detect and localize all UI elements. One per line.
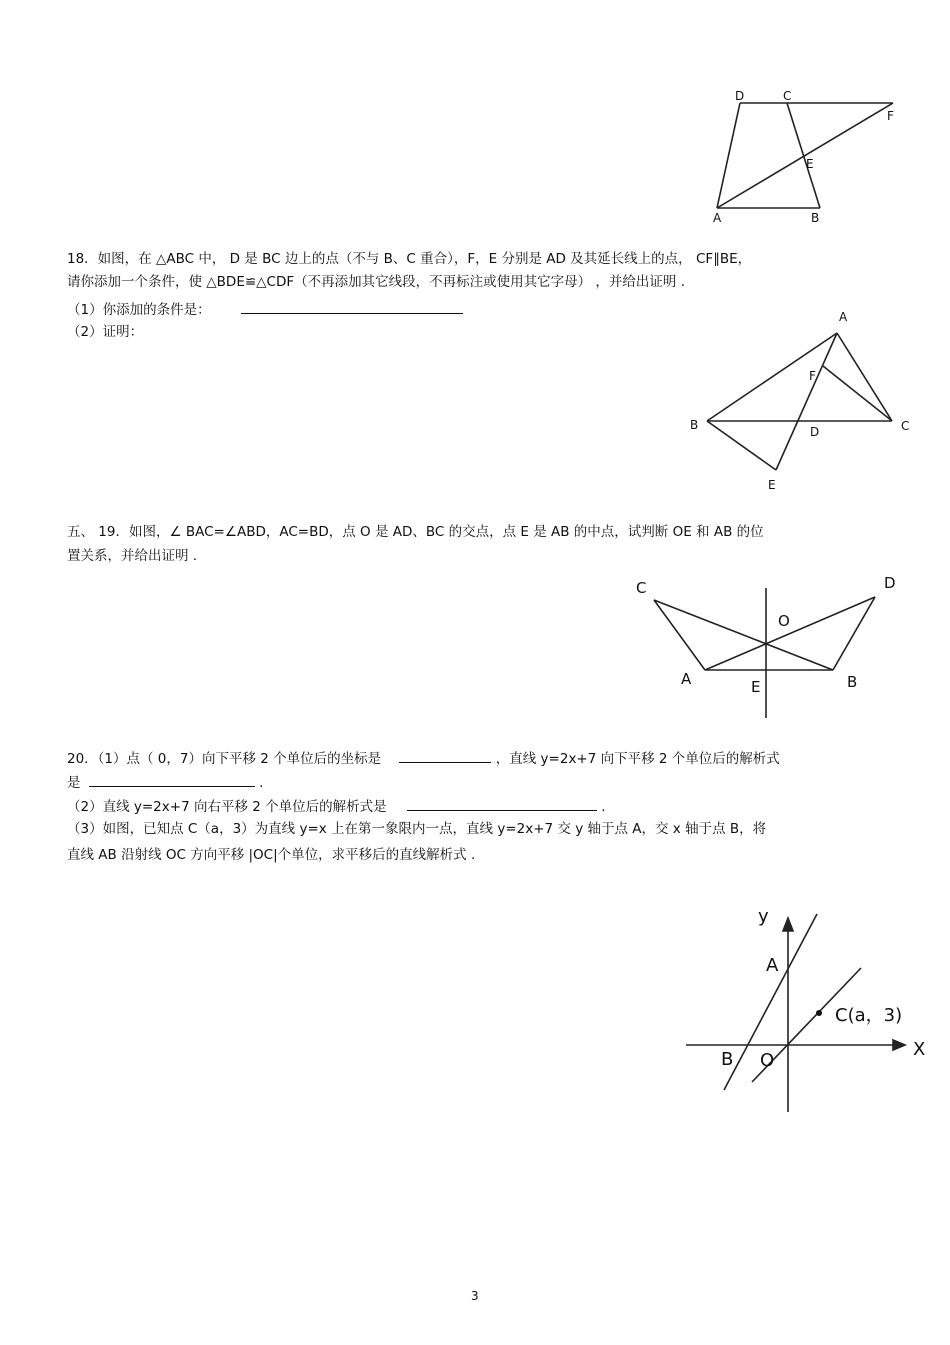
label-A: A: [713, 211, 722, 225]
q20-line2: [67, 772, 263, 792]
q20-line1-part-b: ，直线 y=2x+7 向下平移 2 个单位后的解析式: [495, 751, 780, 767]
q18-answer-blank[interactable]: [241, 299, 463, 314]
segment-DA: [717, 103, 740, 208]
q20-line3-part-a: （2）直线 y=2x+7 向右平移 2 个单位后的解析式是: [67, 799, 387, 815]
q20-blank-3[interactable]: [407, 796, 597, 811]
label-C: C: [901, 419, 910, 433]
segment-AD: [705, 597, 875, 670]
q20-line2-part-a: 是: [67, 775, 81, 791]
q20-blank-1[interactable]: [399, 748, 491, 763]
q20-line1: [67, 748, 780, 768]
label-B: B: [690, 418, 699, 432]
q19-line1: 五、 19．如图，∠ BAC=∠ABD，AC=BD，点 O 是 AD、BC 的交点，点 E 是 AB 的中点，试判断 OE 和 AB 的位: [67, 524, 764, 540]
label-C: C: [783, 89, 792, 103]
segment-BA: [707, 333, 837, 421]
page-number: 3: [471, 1289, 479, 1303]
label-C: C(a，3): [835, 1005, 903, 1026]
point-C: [816, 1010, 822, 1016]
label-B: B: [847, 673, 858, 691]
label-D: D: [884, 574, 896, 592]
x-axis-arrow: [893, 1040, 905, 1050]
y-axis-arrow: [783, 918, 793, 931]
label-E: E: [768, 478, 776, 492]
q20-line2-part-b: .: [259, 775, 264, 791]
label-y: y: [758, 906, 769, 927]
label-F: F: [809, 369, 816, 383]
label-B: B: [721, 1049, 734, 1070]
label-O: O: [760, 1050, 775, 1071]
segment-BE: [707, 421, 776, 470]
segment-AE: [776, 333, 837, 470]
label-A: A: [839, 310, 848, 324]
q18-line2: 请你添加一个条件，使 △BDE≌△CDF（不再添加其它线段，不再标注或使用其它字母） ，并给出证明 .: [67, 274, 686, 290]
segment-BD: [833, 597, 875, 670]
label-O: O: [778, 612, 790, 630]
label-A: A: [681, 670, 692, 688]
label-X: X: [913, 1039, 926, 1060]
label-F: F: [887, 109, 894, 123]
ray-OC: [752, 968, 861, 1082]
q20-line3-part-b: .: [601, 799, 606, 815]
segment-FC: [823, 366, 892, 421]
q20-blank-2[interactable]: [89, 772, 255, 787]
label-E: E: [806, 157, 814, 171]
segment-CA: [654, 600, 705, 670]
q20-line1-part-a: 20．（1）点（ 0，7）向下平移 2 个单位后的坐标是: [67, 751, 382, 767]
q18-part1: [67, 299, 463, 319]
q20-line5: 直线 AB 沿射线 OC 方向平移 |OC|个单位，求平移后的直线解析式 .: [67, 847, 476, 863]
q18-part1-label: （1）你添加的条件是：: [67, 302, 211, 318]
q19-line2: 置关系，并给出证明 .: [67, 548, 198, 564]
label-C: C: [636, 579, 647, 597]
label-D: D: [735, 89, 745, 103]
label-E: E: [751, 678, 761, 696]
segment-AF: [717, 103, 893, 208]
line-AB: [724, 914, 817, 1090]
q18-part2: （2）证明：: [67, 324, 144, 340]
q20-line3: [67, 796, 606, 816]
segment-CB: [654, 600, 833, 670]
segment-CB: [787, 103, 820, 208]
segment-AC: [837, 333, 892, 421]
q20-line4: （3）如图，已知点 C（a，3）为直线 y=x 上在第一象限内一点，直线 y=2x+7 交 y 轴于点 A，交 x 轴于点 B，将: [67, 821, 767, 837]
label-B: B: [811, 211, 820, 225]
label-D: D: [810, 425, 820, 439]
q18-line1: 18．如图，在 △ABC 中， D 是 BC 边上的点（不与 B、C 重合），F，E 分别是 AD 及其延长线上的点， CF∥BE，: [67, 251, 752, 267]
label-A: A: [766, 955, 779, 976]
